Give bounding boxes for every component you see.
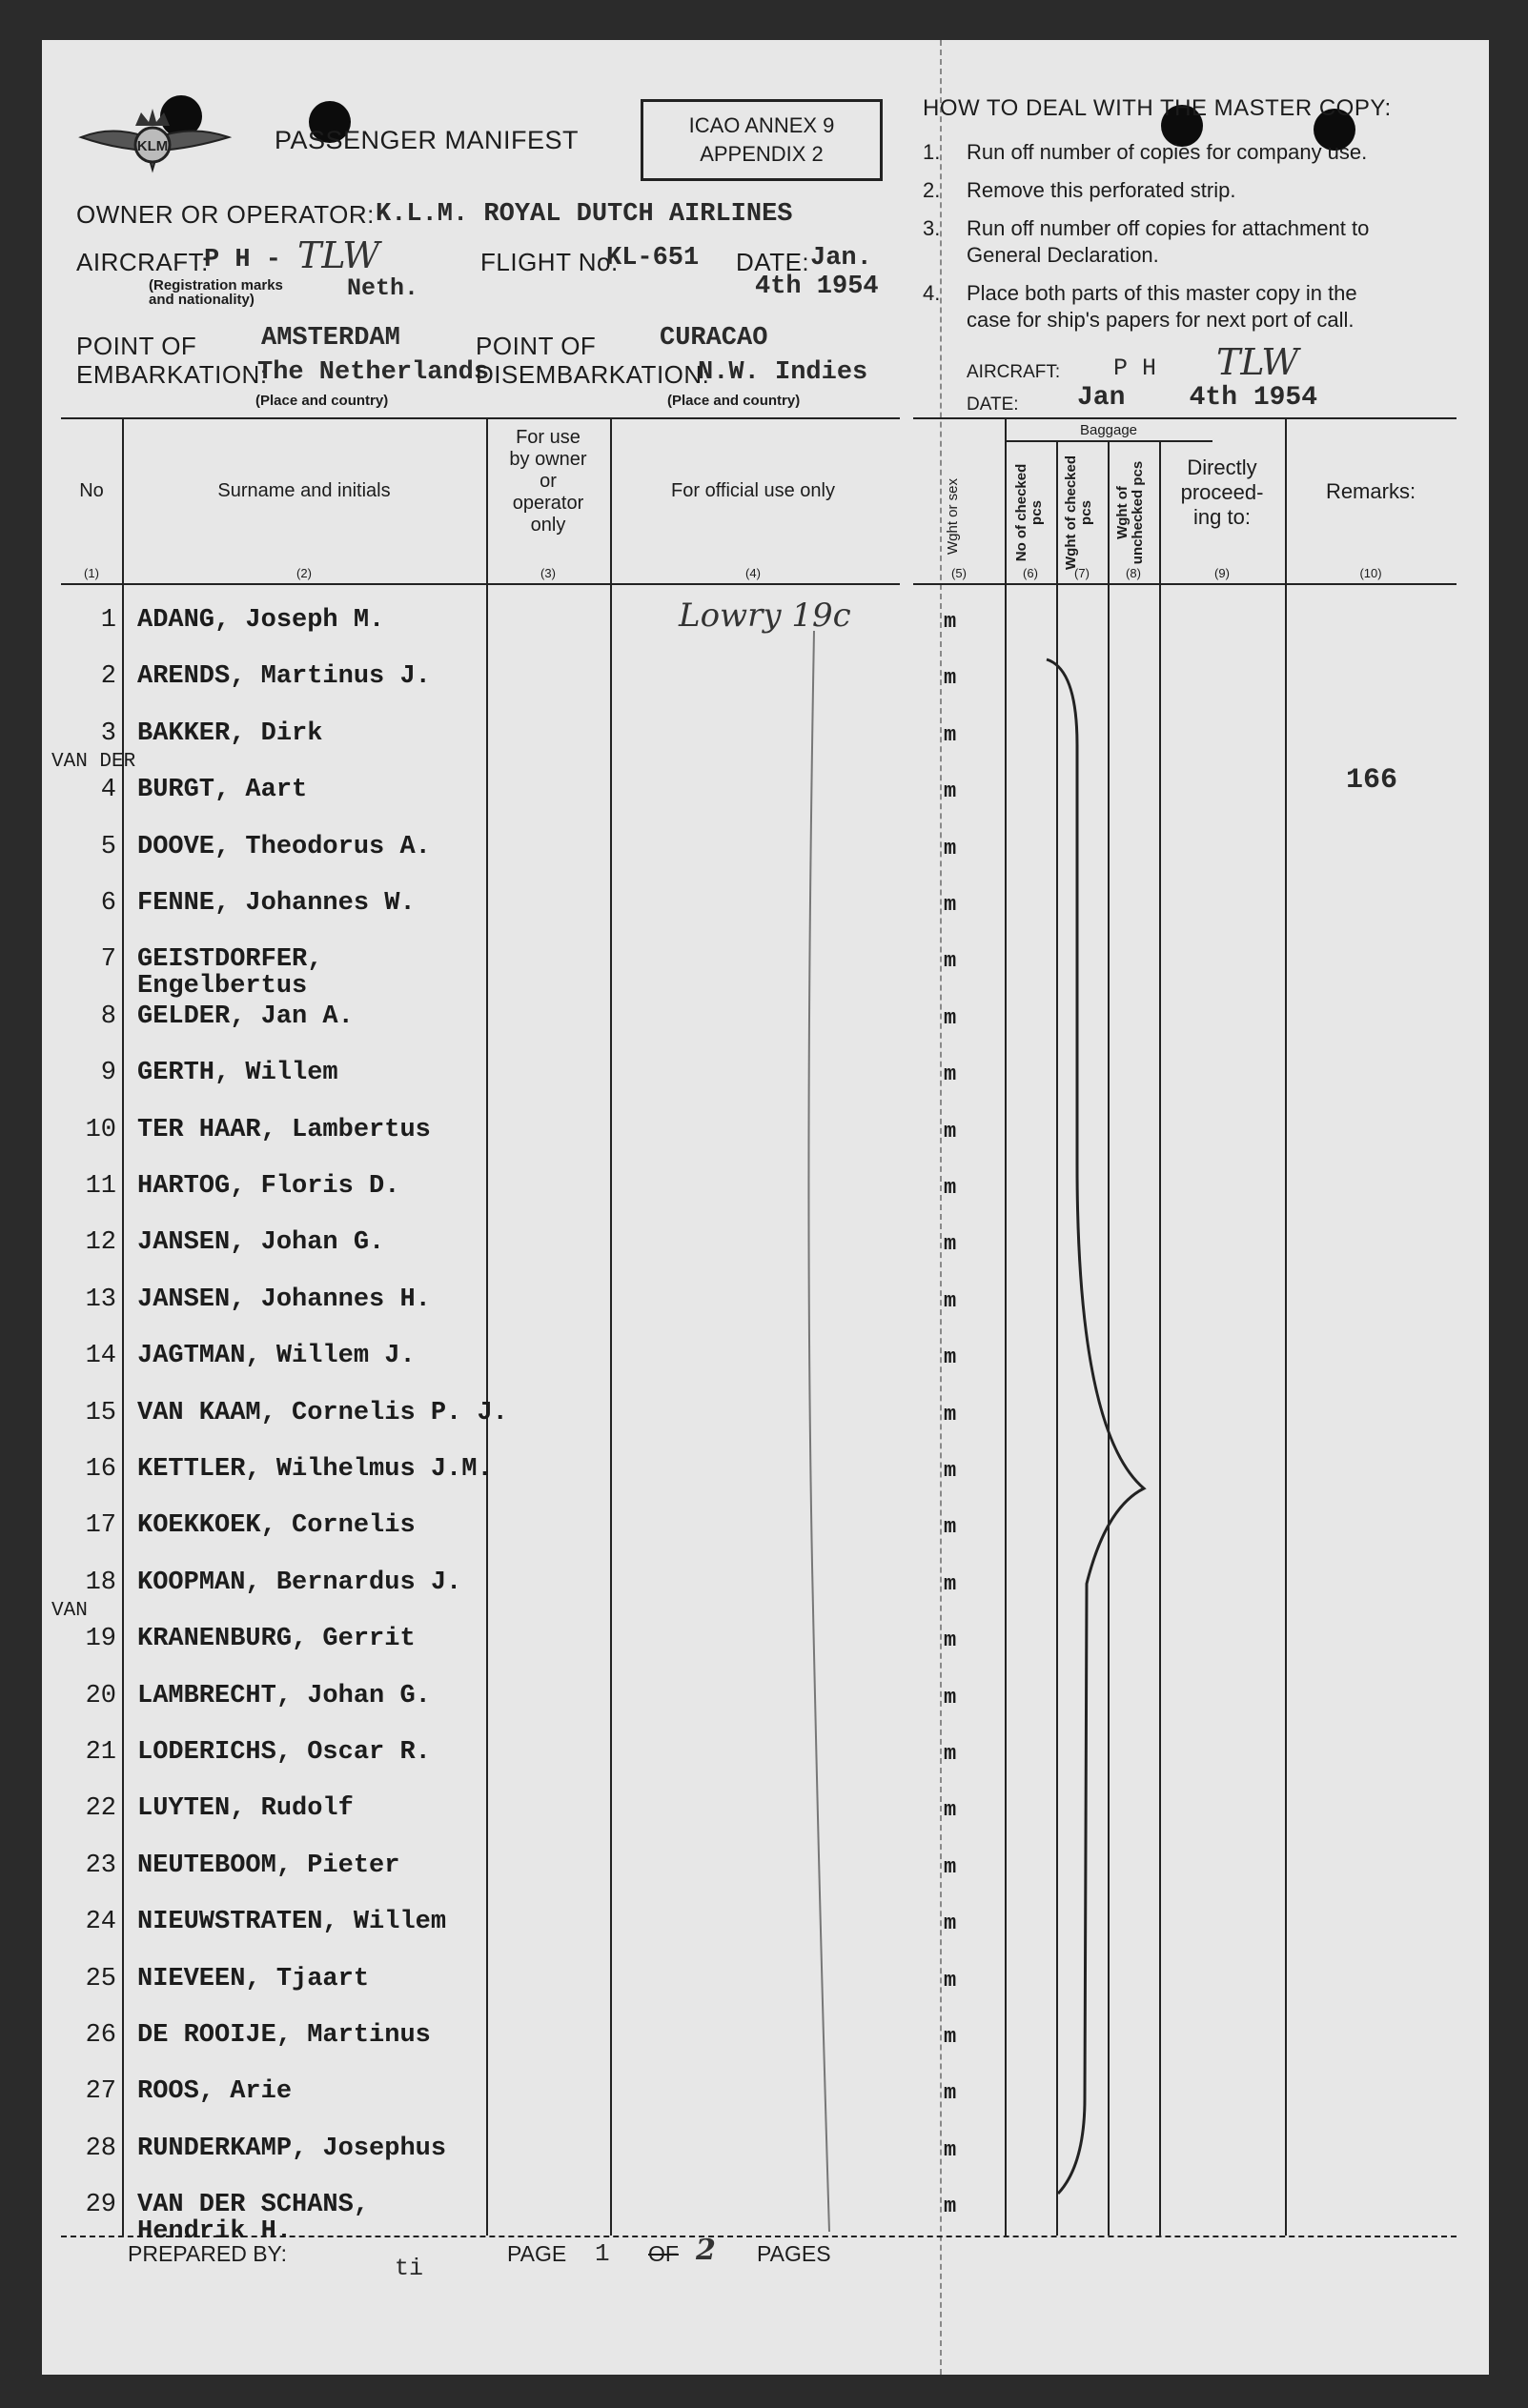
passenger-sex: m [944,1969,957,1993]
passenger-sex: m [944,2081,957,2105]
passenger-sex: m [944,779,957,803]
of-value: 2 [696,2234,716,2267]
passenger-sex: m [944,1855,957,1879]
passenger-name: JANSEN, Johannes H. [137,1285,431,1314]
passenger-sex: m [944,1232,957,1256]
passenger-number: 27 [85,2077,116,2106]
passenger-name: LUYTEN, Rudolf [137,1794,354,1823]
disembark-note: (Place and country) [667,393,801,409]
passenger-name: GERTH, Willem [137,1059,338,1087]
passenger-number: 16 [85,1455,116,1484]
passenger-name: NIEUWSTRATEN, Willem [137,1908,447,1936]
passenger-number: 5 [100,833,116,861]
col-num: (9) [1214,566,1230,580]
passenger-number: 28 [85,2135,116,2163]
passenger-name: JAGTMAN, Willem J. [137,1342,416,1370]
passenger-name: DOOVE, Theodorus A. [137,833,431,861]
passenger-sex: m [944,1062,957,1086]
passenger-name: BURGT, Aart [137,776,308,804]
col-num: (2) [296,566,312,580]
instruction-item: 2. Remove this perforated strip. [923,178,1236,202]
owner-label: OWNER OR OPERATOR: [76,200,375,229]
manifest-sheet [42,40,1489,2375]
owner-value: K.L.M. ROYAL DUTCH AIRLINES [376,200,793,229]
passenger-name: KRANENBURG, Gerrit [137,1625,416,1653]
prepared-by-value: ti [395,2255,424,2282]
passenger-number: 10 [85,1116,116,1144]
passenger-name: RUNDERKAMP, Josephus [137,2135,447,2163]
passenger-sex: m [944,949,957,973]
passenger-number: 11 [85,1172,116,1201]
of-label: OF [648,2241,679,2266]
col-header-checked-no: No of checked pcs [1013,463,1045,562]
passenger-sex: m [944,1686,957,1710]
passenger-name-continued: Engelbertus [137,972,308,1001]
passenger-number: 15 [85,1399,116,1427]
col-divider [122,417,124,2236]
passenger-number: 24 [85,1908,116,1936]
icao-box [641,99,883,181]
passenger-sex: m [944,2025,957,2049]
col-num: (4) [745,566,761,580]
embark-label-1: POINT OF [76,332,197,360]
passenger-sex: m [944,610,957,634]
copy-date-label: DATE: [967,395,1019,415]
prepared-by-label: PREPARED BY: [128,2241,288,2266]
passenger-number: 9 [100,1059,116,1087]
icao-annex: ICAO ANNEX 9 [688,113,835,137]
embark-country: The Netherlands [257,358,490,387]
col-header-checked-wght: Wght of checked pcs [1063,455,1094,570]
col-header-no: No [79,480,104,501]
passenger-name: KOOPMAN, Bernardus J. [137,1568,462,1597]
col-num: (1) [84,566,99,580]
col-num: (5) [951,566,967,580]
disembark-country: N.W. Indies [698,358,868,387]
passenger-name: BAKKER, Dirk [137,719,323,748]
passenger-sex: m [944,1006,957,1030]
registration-note: (Registration marks and nationality) [149,277,283,308]
passenger-sex: m [944,2195,957,2218]
passenger-name: LODERICHS, Oscar R. [137,1738,431,1767]
passenger-name: ARENDS, Martinus J. [137,662,431,691]
passenger-name: NIEVEEN, Tjaart [137,1965,370,1993]
passenger-name: KOEKKOEK, Cornelis [137,1511,416,1540]
passenger-number: 29 [85,2191,116,2219]
passenger-name: JANSEN, Johan G. [137,1228,385,1257]
flight-value: KL-651 [606,244,700,273]
col-header-owner-use: For use by owner or operator only [509,427,587,536]
col-num: (6) [1023,566,1038,580]
passenger-sex: m [944,1176,957,1200]
col-header-directly: Directly proceed- ing to: [1180,455,1264,529]
disembark-label-2: DISEMBARKATION: [476,360,710,389]
passenger-sex: m [944,1346,957,1369]
passenger-number: 25 [85,1965,116,1993]
passenger-number: 2 [100,662,116,691]
instruction-item: 4. Place both parts of this master copy in the case for ship's papers for next port of call. [923,281,1357,332]
date-label: DATE: [736,248,810,276]
passenger-sex: m [944,837,957,860]
passenger-name: VAN DER SCHANS, [137,2191,370,2219]
passenger-number: 3 [100,719,116,748]
passenger-name: ROOS, Arie [137,2077,293,2106]
copy-aircraft-label: AIRCRAFT: [967,362,1061,382]
disembark-place: CURACAO [660,324,768,353]
passenger-sex: m [944,2138,957,2162]
passenger-name: KETTLER, Wilhelmus J.M. [137,1455,493,1484]
passenger-sex: m [944,1459,957,1483]
nationality-value: Neth. [347,274,419,302]
passenger-number: 1 [100,606,116,635]
passenger-name: ADANG, Joseph M. [137,606,385,635]
col-header-remarks: Remarks: [1325,479,1416,503]
passenger-name: TER HAAR, Lambertus [137,1116,431,1144]
disembark-label-1: POINT OF [476,332,597,360]
passenger-name: NEUTEBOOM, Pieter [137,1852,400,1880]
copy-aircraft-handwritten: TLW [1216,341,1299,383]
instructions-list [923,139,1485,334]
embark-label-2: EMBARKATION: [76,360,268,389]
page-title: PASSENGER MANIFEST [275,126,580,154]
passenger-sex: m [944,723,957,747]
passenger-number: 21 [85,1738,116,1767]
col-header-baggage: Baggage [1079,422,1138,438]
passenger-name: GEISTDORFER, [137,945,323,974]
col-header-unchecked-wght: Wght of unchecked pcs [1114,460,1146,565]
passenger-number: 22 [85,1794,116,1823]
passenger-number: 19 [85,1625,116,1653]
passenger-number: 4 [100,776,116,804]
passenger-name: FENNE, Johannes W. [137,889,416,918]
passenger-name: DE ROOIJE, Martinus [137,2021,431,2050]
header-bottom-rule-left [61,583,900,585]
table-top-rule-left [61,417,900,419]
flight-label: FLIGHT No. [480,248,619,276]
passenger-name-continued: Hendrik H. [137,2217,293,2246]
page-label: PAGE [507,2241,567,2266]
col-header-weight-sex: Wght or sex [945,477,961,555]
passenger-name: VAN KAAM, Cornelis P. J. [137,1399,508,1427]
copy-aircraft-typed: P H [1113,354,1157,382]
date-value: Jan. [810,244,872,273]
passenger-number: 6 [100,889,116,918]
passenger-name: HARTOG, Floris D. [137,1172,400,1201]
passenger-name-prefix: VAN DER [51,751,136,773]
col-num: (10) [1359,566,1382,580]
passenger-number: 20 [85,1682,116,1710]
passenger-sex: m [944,1742,957,1766]
official-scribble: Lowry 19c [679,597,851,635]
icao-appendix: APPENDIX 2 [700,142,824,166]
embark-note: (Place and country) [255,393,389,409]
klm-crown-logo-icon [76,103,238,179]
passenger-sex: m [944,666,957,690]
aircraft-handwritten: TLW [297,234,380,276]
passenger-number: 18 [85,1568,116,1597]
passenger-sex: m [944,1572,957,1596]
date-year: 4th 1954 [755,273,879,301]
passenger-sex: m [944,1289,957,1313]
col-header-surname: Surname and initials [217,480,391,501]
passenger-number: 17 [85,1511,116,1540]
pages-label: PAGES [757,2241,831,2266]
col-num: (8) [1126,566,1141,580]
col-header-official: For official use only [671,480,835,501]
copy-date-value: Jan 4th 1954 [1077,383,1318,413]
passenger-sex: m [944,1403,957,1427]
passenger-number: 14 [85,1342,116,1370]
instruction-item: 1. Run off number of copies for company use. [923,140,1368,164]
svg-text:KLM: KLM [136,138,169,154]
passenger-sex: m [944,1798,957,1822]
aircraft-label: AIRCRAFT: [76,248,209,276]
passenger-sex: m [944,1912,957,1935]
aircraft-typed: P H - [204,246,282,274]
col-num: (7) [1074,566,1090,580]
passenger-name: GELDER, Jan A. [137,1002,354,1031]
passenger-sex: m [944,1515,957,1539]
passenger-number: 12 [85,1228,116,1257]
col-divider [486,417,488,2236]
col-num: (3) [540,566,556,580]
passenger-number: 26 [85,2021,116,2050]
instructions-title: HOW TO DEAL WITH THE MASTER COPY: [923,95,1392,121]
passenger-sex: m [944,893,957,917]
page-value: 1 [595,2239,610,2268]
passenger-number: 23 [85,1852,116,1880]
passenger-name: LAMBRECHT, Johan G. [137,1682,431,1710]
header-bottom-rule-right [913,583,1457,585]
instruction-item: 3. Run off number off copies for attachment to General Declaration. [923,216,1370,267]
passenger-sex: m [944,1120,957,1143]
passenger-sex: m [944,1629,957,1652]
passenger-name-prefix: VAN [51,1600,88,1622]
passenger-number: 7 [100,945,116,974]
remarks-value: 166 [1346,764,1398,797]
embark-place: AMSTERDAM [261,324,400,353]
passenger-number: 13 [85,1285,116,1314]
passenger-number: 8 [100,1002,116,1031]
